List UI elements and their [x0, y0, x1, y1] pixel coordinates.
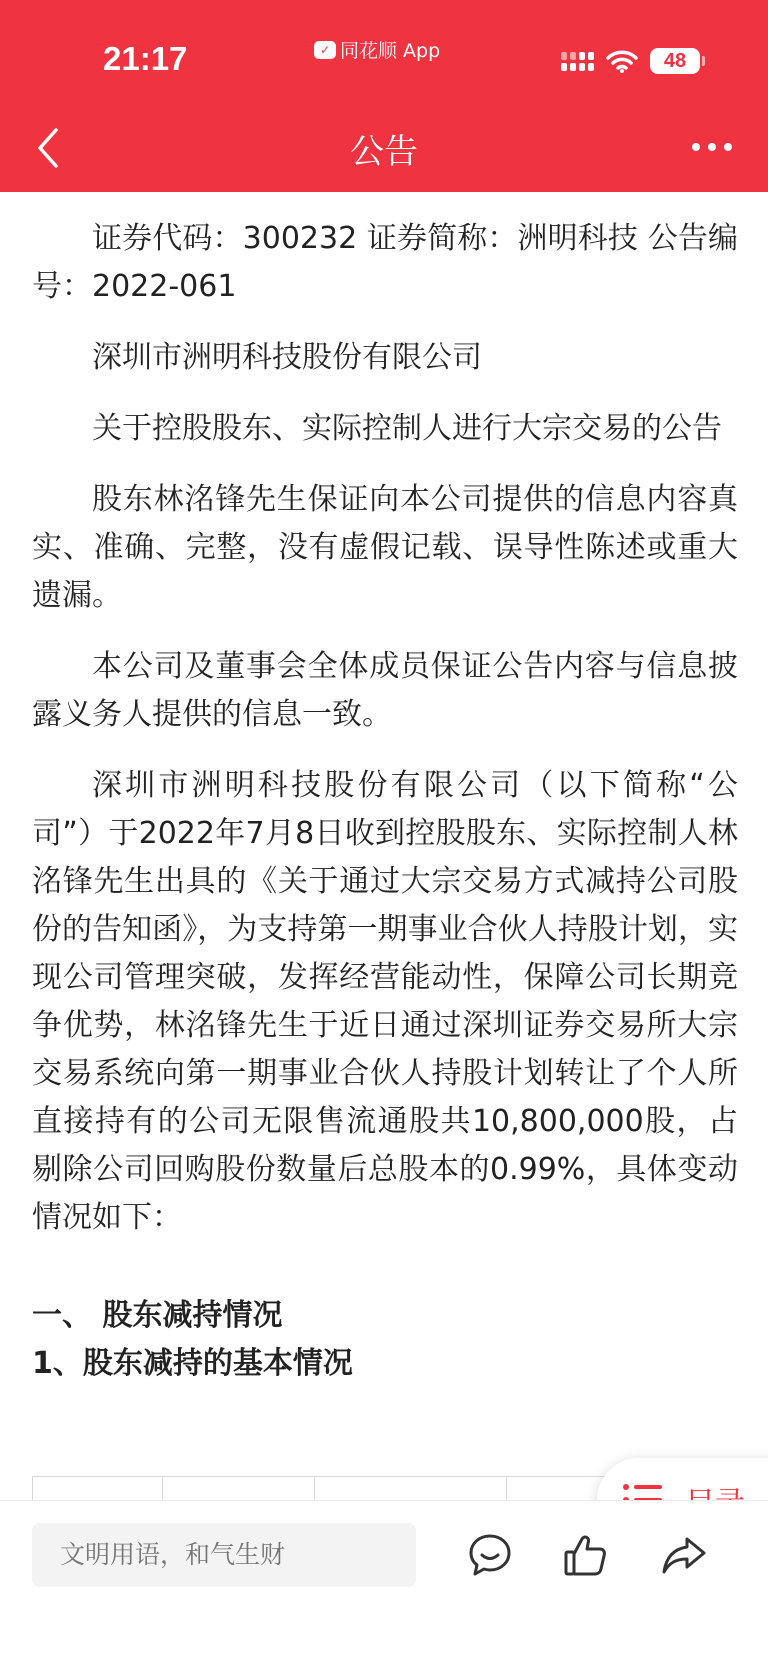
section-heading: 一、 股东减持情况 — [32, 1298, 283, 1333]
status-indicators — [561, 48, 700, 74]
app-logo-icon: ✓ — [314, 41, 336, 59]
company-name: 深圳市洲明科技股份有限公司 — [92, 340, 482, 375]
share-arrow-icon[interactable] — [660, 1531, 708, 1579]
status-app-indicator[interactable] — [314, 36, 440, 63]
comment-input[interactable] — [32, 1523, 416, 1587]
more-dots-icon[interactable] — [692, 143, 732, 157]
app-header — [0, 0, 768, 192]
bottom-action-bar — [0, 1500, 768, 1670]
board-statement: 本公司及董事会全体成员保证公告内容与信息披露义务人提供的信息一致。 — [32, 649, 738, 732]
announcement-body — [32, 215, 738, 1388]
status-app-name: 同花顺 App — [340, 40, 441, 62]
announcement-detail: 深圳市洲明科技股份有限公司（以下简称“公司”）于2022年7月8日收到控股股东、实际控制人林洺锋先生出具的《关于通过大宗交易方式减持公司股份的告知函》，为支持第一期事业合伙人持股计划，实现公司管理突破，发挥经营能动性，保障公司长期竞争优势，林洺锋先生于近日通过深圳证券交易所大宗交易系统向第一期事业合伙人持股计划转让了个人所直接持有的公司无限售流通股共10,800,000股，占剔除公司回购股份数量后总股本的0.99%，具体变动情况如下： — [32, 768, 738, 1235]
cellular-signal-icon — [561, 52, 594, 71]
chat-bubble-icon[interactable] — [466, 1531, 514, 1579]
page-title: 公告 — [350, 132, 418, 172]
battery-indicator: 48 — [650, 48, 700, 74]
wifi-icon — [606, 49, 638, 73]
subsection-heading: 1、股东减持的基本情况 — [32, 1346, 353, 1381]
thumbs-up-icon[interactable] — [562, 1531, 610, 1579]
shareholder-statement: 股东林洺锋先生保证向本公司提供的信息内容真实、准确、完整，没有虚假记载、误导性陈述或重大遗漏。 — [32, 482, 738, 613]
status-time: 21:17 — [103, 40, 188, 77]
announcement-code-line: 证券代码：300232 证券简称：洲明科技 公告编号：2022-061 — [32, 221, 738, 304]
announcement-title: 关于控股股东、实际控制人进行大宗交易的公告 — [92, 411, 722, 446]
